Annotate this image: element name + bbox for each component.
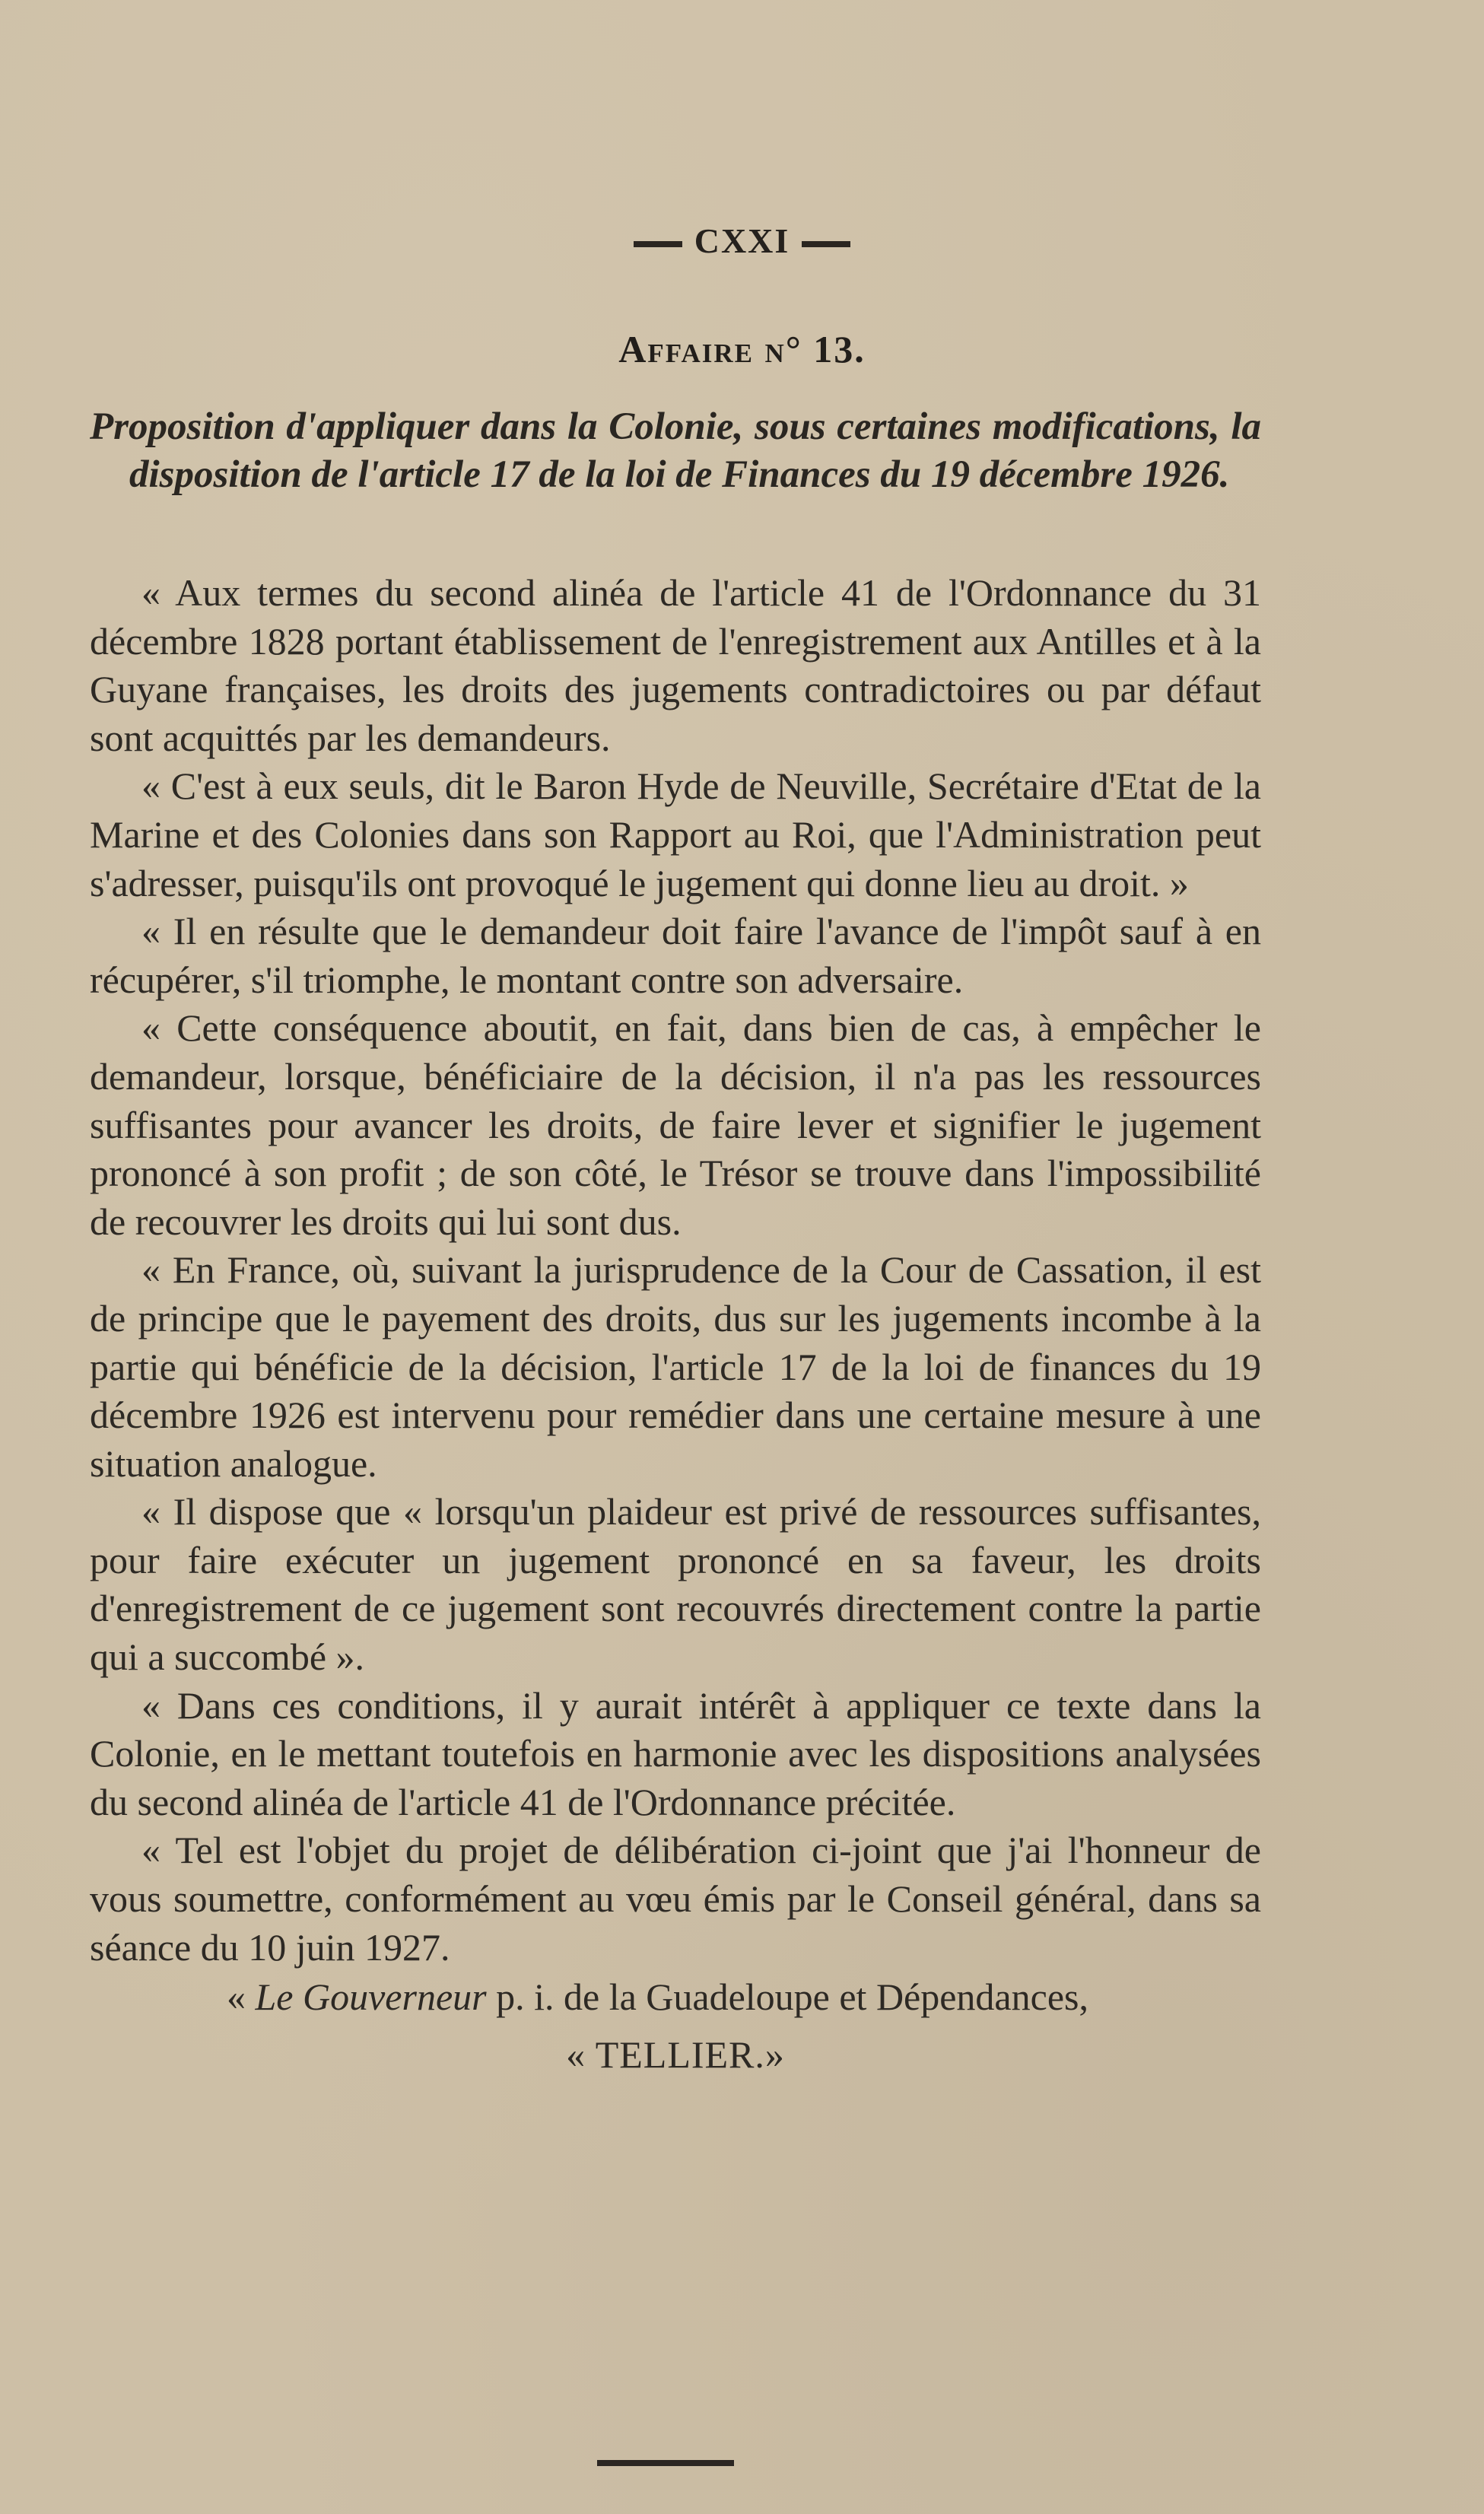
folio-number: CXXI xyxy=(694,221,790,260)
body-text xyxy=(90,569,1261,2079)
paragraph: « Il dispose que « lorsqu'un plaideur est privé de ressources suffisantes, pour faire exécuter un jugement prononcé en sa faveur, les droits d'enregistrement de ce jugement sont recouvrés directement contre la partie qui a succombé ». xyxy=(90,1490,1261,1679)
signature-line xyxy=(90,1973,1261,2022)
paragraph: « Aux termes du second alinéa de l'article 41 de l'Ordonnance du 31 décembre 1828 portant établissement de l'enregistrement aux Antilles et à la Guyane françaises, les droits des jugements contradictoires ou par défaut sont acquittés par les demandeurs. xyxy=(90,571,1261,759)
signature-title: Le Gouverneur xyxy=(255,1975,487,2019)
folio-dash-right xyxy=(802,241,850,247)
signature-open-quote: « xyxy=(227,1975,256,2019)
paragraph: « C'est à eux seuls, dit le Baron Hyde de Neuville, Secrétaire d'Etat de la Marine et des Colonies dans son Rapport au Roi, que l'Administration peut s'adresser, puisqu'ils ont provoqué le jugement qui donne lieu au droit. » xyxy=(90,764,1261,904)
affaire-title: Affaire n° 13. xyxy=(618,328,866,370)
page-folio xyxy=(0,221,1484,261)
subject-heading xyxy=(90,403,1261,499)
paragraph: « Dans ces conditions, il y aurait intérêt à appliquer ce texte dans la Colonie, en le mettant toutefois en harmonie avec les dispositions analysées du second alinéa de l'article 41 de l'Ordonnance précitée. xyxy=(90,1683,1261,1823)
paragraph: « Il en résulte que le demandeur doit faire l'avance de l'impôt sauf à en récupérer, s'il triomphe, le montant contre son adversaire. xyxy=(90,910,1261,1001)
signature-name: « TELLIER.» xyxy=(566,2032,785,2076)
paragraph: « Tel est l'objet du projet de délibération ci-joint que j'ai l'honneur de vous soumettre, conformément au vœu émis par le Conseil général, dans sa séance du 10 juin 1927. xyxy=(90,1829,1261,1969)
subject-text: Proposition d'appliquer dans la Colonie, sous certaines modifications, la disposition de l'article 17 de la loi de Finances du 19 décembre 1926. xyxy=(90,405,1261,496)
signature-rest: p. i. de la Guadeloupe et Dépendances, xyxy=(486,1975,1088,2019)
paragraph: « Cette conséquence aboutit, en fait, dans bien de cas, à empêcher le demandeur, lorsque, bénéficiaire de la décision, il n'a pas les ressources suffisantes pour avancer les droits, de faire lever et signifier le jugement prononcé à son profit ; de son côté, le Trésor se trouve dans l'impossibilité de recouvrer les droits qui lui sont dus. xyxy=(90,1006,1261,1243)
folio-dash-left xyxy=(634,241,682,247)
paragraph: « En France, où, suivant la jurisprudence de la Cour de Cassation, il est de principe que le payement des droits, dus sur les jugements incombe à la partie qui bénéficie de la décision, l'article 17 de la loi de finances du 19 décembre 1926 est intervenu pour remédier dans une certaine mesure à une situation analogue. xyxy=(90,1248,1261,1485)
closing-rule xyxy=(597,2460,734,2466)
